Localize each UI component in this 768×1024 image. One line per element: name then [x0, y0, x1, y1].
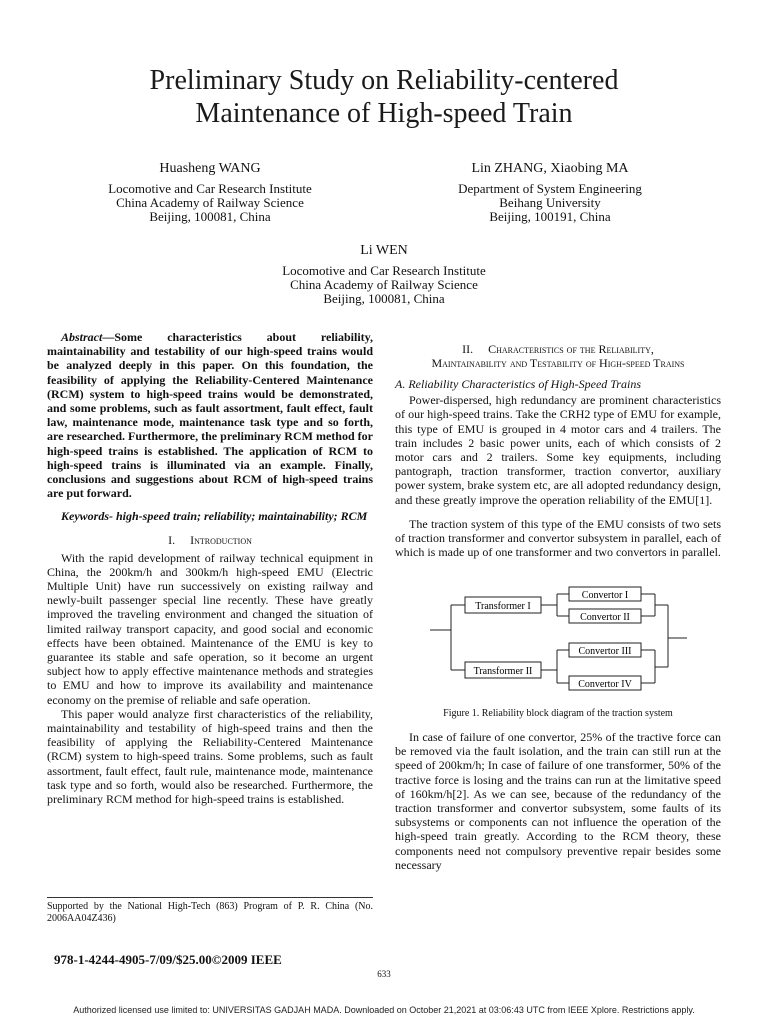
affiliation-line: Beijing, 100191, China: [489, 209, 611, 224]
affiliation-line: Locomotive and Car Research Institute: [282, 263, 486, 278]
convertor-3-label: Convertor III: [578, 646, 632, 657]
abstract: [47, 330, 373, 500]
paper-title: [0, 64, 768, 130]
section-number: I.: [168, 532, 176, 547]
convertor-1-label: Convertor I: [581, 590, 629, 601]
author-name: Huasheng WANG: [159, 161, 261, 176]
right-column: [395, 342, 721, 559]
affiliation-line: Beijing, 100081, China: [149, 209, 271, 224]
footnote-divider: [47, 897, 373, 898]
reliability-block-diagram: [425, 583, 695, 693]
author-name: Lin ZHANG, Xiaobing MA: [471, 161, 629, 176]
license-notice: Authorized licensed use limited to: UNIVERSITAS GADJAH MADA. Downloaded on October 21,2021 at 03:06:43 UTC from IEEE Xplore. Restrictions apply.: [73, 1005, 695, 1015]
title-line-1: Preliminary Study on Reliability-centered: [149, 65, 619, 96]
abstract-text: —Some characteristics about reliability, maintainability and testability of our high-speed trains would be analyzed deeply in this paper. On this foundation, the feasibility of applying the Reliability-Centered Maintenance (RCM) system to high-speed trains would be demonstrated, and some problems, such as fault assortment, fault effect, fault law, maintenance mode, maintenance task type and so forth, are researched. Furthermore, the preliminary RCM method for high-speed trains is established. The application of RCM to high-speed trains is illuminated via an example. Finally, conclusions and suggestions about RCM of high-speed trains are put forward.: [47, 330, 373, 501]
affiliation-line: Department of System Engineering: [458, 181, 642, 196]
section2-paragraph-3: In case of failure of one convertor, 25% of the tractive force can be removed via the fault isolation, and the train can still run at the speed of 200km/h; In case of failure of one transformer, 50% of the tractive force is losing and the trains can run at the limitative speed of 160km/h[2]. As we can see, because of the redundancy of the traction transformer and convertor subsystem, some faults of its subsystems or components can not influence the operation of the high-speed train greatly. According to the RCM theory, these components need not compulsory preventive repair besides some necessary: [395, 730, 721, 872]
abstract-label: Abstract: [61, 330, 103, 344]
convertor-2-label: Convertor II: [580, 612, 630, 623]
section-heading-1: [47, 533, 373, 547]
keywords: Keywords- high-speed train; reliability; maintainability; RCM: [61, 509, 368, 524]
left-column: [47, 330, 373, 806]
right-column-continued: [395, 730, 721, 872]
figure-caption: Figure 1. Reliability block diagram of the traction system: [443, 708, 673, 719]
section2-paragraph-1: Power-dispersed, high redundancy are prominent characteristics of our high-speed trains. Take the CRH2 type of EMU for example, this type of EMU is grouped in 4 motor cars and 4 trailers. The train includes 2 basic power units, each of which consists of 2 motor cars and 2 trailers. Some key equipments, including pantograph, traction transformer, traction convertor, auxiliary power system, brake system etc, are all adopted redundancy design, and these greatly improve the operation reliability of the EMU[1].: [395, 393, 721, 507]
transformer-1-label: Transformer I: [475, 601, 531, 612]
footnote: Supported by the National High-Tech (863) Program of P. R. China (No. 2006AA04Z436): [47, 901, 373, 924]
subsection-heading-a: A. Reliability Characteristics of High-Speed Trains: [395, 377, 641, 391]
convertor-4-label: Convertor IV: [578, 679, 632, 690]
section2-paragraph-2: The traction system of this type of the EMU consists of two sets of traction transformer and convertor subsystem in parallel, each of which is made up of one transformer and two convertors in parallel.: [395, 516, 721, 560]
page-number: 633: [377, 969, 391, 979]
author-block-2: [400, 162, 700, 224]
isbn-line: 978-1-4244-4905-7/09/$25.00©2009 IEEE: [54, 952, 282, 967]
intro-paragraph-1: With the rapid development of railway technical equipment in China, the 200km/h and 300km/h high-speed EMU (Electric Multiple Unit) have run successively on existing railway and newly-built passenger special line recently. These have greatly improved the traveling environment and changed the situation of limited railway transport capacity, and good social and economic effects have been obtained. Maintenance of the EMU is key to guarantee its stable and safe operation, so it become an urgent subject how to apply effective maintenance methods and strategies to EMU and how to improve its availability and maintenance economy on the premise of reliable and safe operation.: [47, 550, 373, 707]
title-line-2: Maintenance of High-speed Train: [195, 98, 573, 129]
affiliation-line: Beihang University: [499, 195, 601, 210]
affiliation-line: China Academy of Railway Science: [290, 277, 478, 292]
author-name: Li WEN: [360, 243, 408, 258]
intro-paragraph-2: This paper would analyze first characteristics of the reliability, maintainability and testability of high-speed trains and then the feasibility of applying the Reliability-Centered Maintenance (RCM) system to high-speed trains. Some problems, such as fault assortment, fault effect, fault rule, maintenance mode, maintenance task type and so forth, would also be researched. Furthermore, the preliminary RCM method for high-speed trains is established.: [47, 706, 373, 807]
section-number: II.: [462, 342, 474, 356]
affiliation-line: Beijing, 100081, China: [323, 291, 445, 306]
section-title-line-2: Maintainability and Testability of High-speed Trains: [431, 356, 685, 370]
section-title-line-1: Characteristics of the Reliability,: [488, 342, 654, 356]
author-block-3: [234, 244, 534, 306]
affiliation-line: China Academy of Railway Science: [116, 195, 304, 210]
affiliation-line: Locomotive and Car Research Institute: [108, 181, 312, 196]
section-title: Introduction: [190, 532, 252, 547]
section-heading-2: [395, 342, 721, 370]
transformer-2-label: Transformer II: [473, 666, 533, 677]
author-block-1: [60, 162, 360, 224]
